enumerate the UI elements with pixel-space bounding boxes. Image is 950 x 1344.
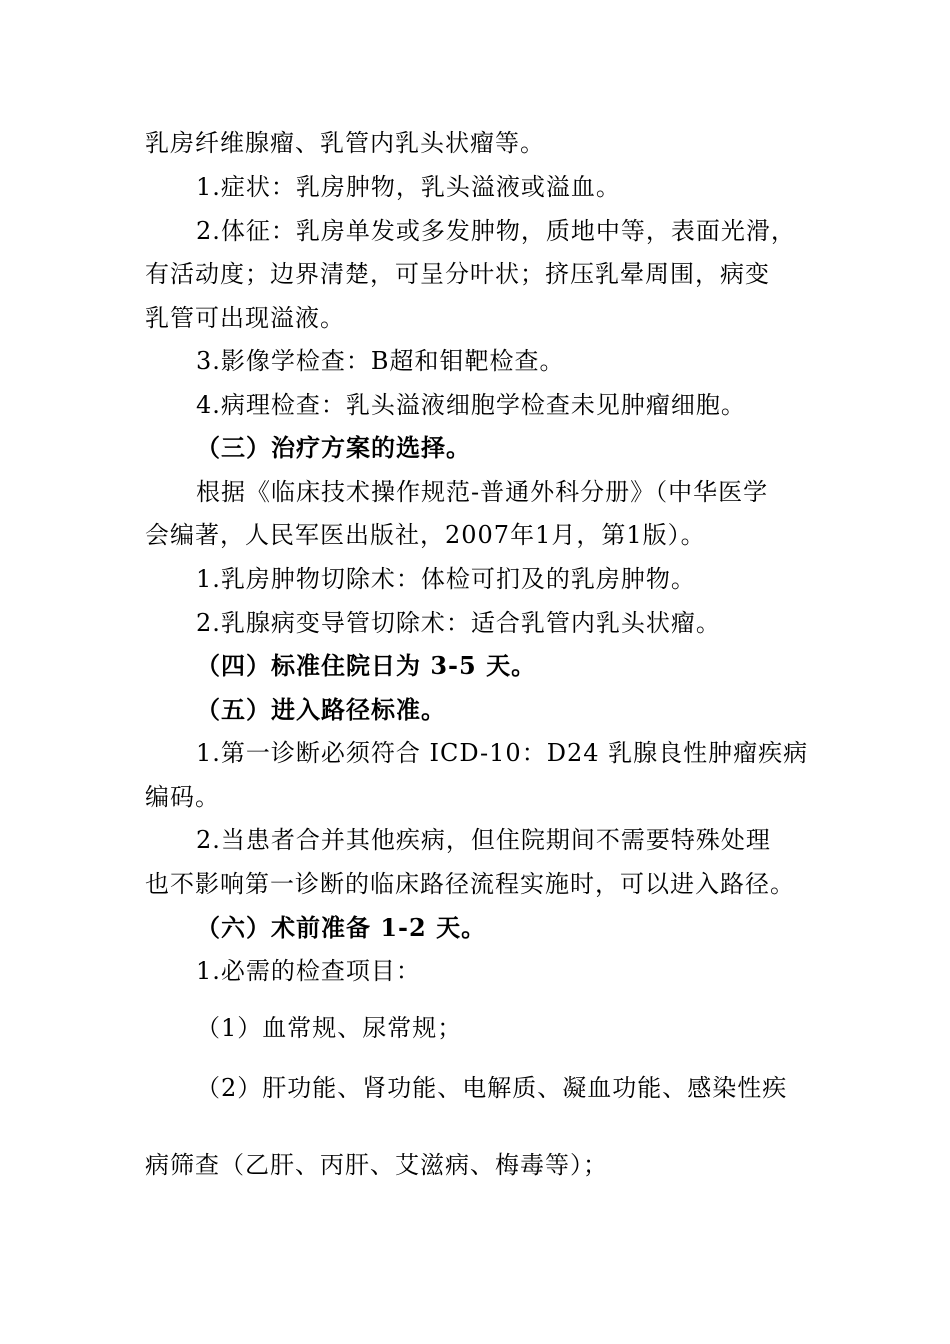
text-line-1: 乳房纤维腺瘤、乳管内乳头状瘤等。 <box>145 129 545 157</box>
text-line-10: 会编著，人民军医出版社，2007年1月，第1版）。 <box>145 521 706 549</box>
text-line-6: 3.影像学检查：B超和钼靶检查。 <box>196 347 565 375</box>
text-line-18: 也不影响第一诊断的临床路径流程实施时，可以进入路径。 <box>145 870 795 898</box>
section-heading-4: （四）标准住院日为 3-5 天。 <box>196 651 537 680</box>
text-line-3: 2.体征：乳房单发或多发肿物，质地中等，表面光滑， <box>196 217 796 245</box>
text-line-11: 1.乳房肿物切除术：体检可扪及的乳房肿物。 <box>196 565 696 593</box>
text-line-7: 4.病理检查：乳头溢液细胞学检查未见肿瘤细胞。 <box>196 391 746 419</box>
text-line-16: 编码。 <box>145 783 220 811</box>
text-line-20: 1.必需的检查项目： <box>196 957 421 985</box>
text-line-4: 有活动度；边界清楚，可呈分叶状；挤压乳晕周围，病变 <box>145 260 770 288</box>
text-line-22: （2）肝功能、肾功能、电解质、凝血功能、感染性疾 <box>196 1074 788 1102</box>
text-line-15: 1.第一诊断必须符合 ICD-10：D24 乳腺良性肿瘤疾病 <box>196 739 809 767</box>
text-line-17: 2.当患者合并其他疾病，但住院期间不需要特殊处理 <box>196 826 771 854</box>
section-heading-5: （五）进入路径标准。 <box>196 695 446 724</box>
text-line-9: 根据《临床技术操作规范-普通外科分册》（中华医学 <box>196 478 769 506</box>
section-heading-6: （六）术前准备 1-2 天。 <box>196 913 487 942</box>
text-line-23: 病筛查（乙肝、丙肝、艾滋病、梅毒等）； <box>145 1151 608 1179</box>
text-line-21: （1）血常规、尿常规； <box>196 1014 463 1042</box>
text-line-5: 乳管可出现溢液。 <box>145 304 345 332</box>
text-line-12: 2.乳腺病变导管切除术：适合乳管内乳头状瘤。 <box>196 609 721 637</box>
text-line-2: 1.症状：乳房肿物，乳头溢液或溢血。 <box>196 173 621 201</box>
section-heading-3: （三）治疗方案的选择。 <box>196 433 471 462</box>
